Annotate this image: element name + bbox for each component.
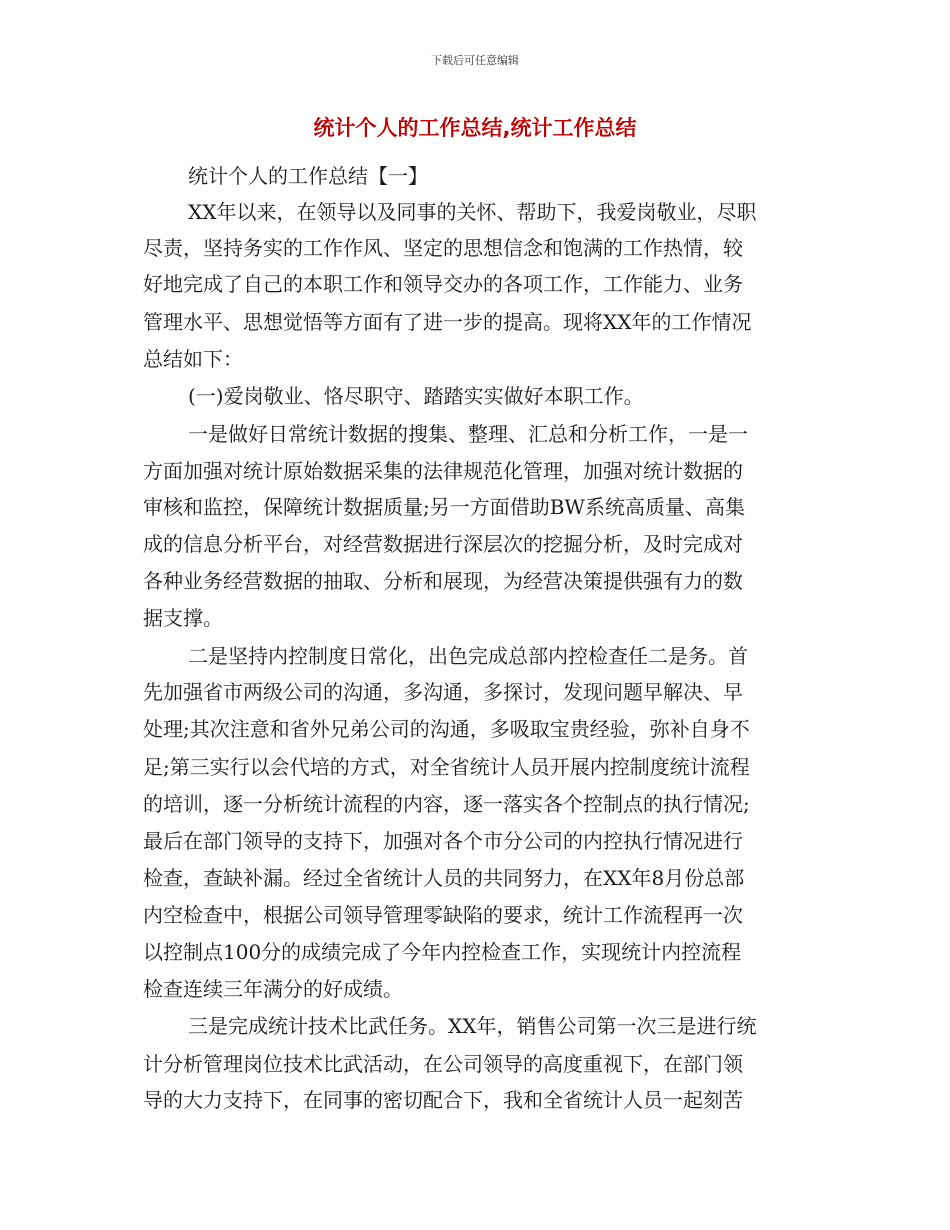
paragraph-line: 计分析管理岗位技术比武活动，在公司领导的高度重视下，在部门领 xyxy=(143,1052,743,1076)
paragraph-line: 导的大力支持下，在同事的密切配合下，我和全省统计人员一起刻苦 xyxy=(143,1088,743,1112)
paragraph-line: 最后在部门领导的支持下，加强对各个市分公司的内控执行情况进行 xyxy=(143,829,743,853)
paragraph-line: 据支撑。 xyxy=(143,606,223,630)
paragraph-line: 审核和监控，保障统计数据质量;另一方面借助BW系统高质量、高集 xyxy=(143,495,745,519)
paragraph-line: 成的信息分析平台，对经营数据进行深层次的挖掘分析，及时完成对 xyxy=(143,532,743,556)
paragraph-line: 尽责，坚持务实的工作作风、坚定的思想信念和饱满的工作热情，较 xyxy=(143,236,743,260)
paragraph-line: 以控制点100分的成绩完成了今年内控检查工作，实现统计内控流程 xyxy=(143,940,742,964)
paragraph-line: 的培训，逐一分析统计流程的内容，逐一落实各个控制点的执行情况; xyxy=(143,792,750,816)
paragraph-line: 处理;其次注意和省外兄弟公司的沟通，多吸取宝贵经验，弥补自身不 xyxy=(143,717,750,741)
paragraph-line: 各种业务经营数据的抽取、分析和展现，为经营决策提供强有力的数 xyxy=(143,569,743,593)
paragraph-line: 管理水平、思想觉悟等方面有了进一步的提高。现将XX年的工作情况 xyxy=(143,310,752,334)
header-note: 下载后可任意编辑 xyxy=(431,54,519,67)
paragraph-line: 总结如下： xyxy=(143,347,243,371)
paragraph-line: 检查，查缺补漏。经过全省统计人员的共同努力，在XX年8月份总部 xyxy=(143,866,745,890)
paragraph-line: 足;第三实行以会代培的方式，对全省统计人员开展内控制度统计流程 xyxy=(143,755,750,779)
paragraph-line: 内空检查中，根据公司领导管理零缺陷的要求，统计工作流程再一次 xyxy=(143,903,743,927)
paragraph-line: 先加强省市两级公司的沟通，多沟通，多探讨，发现问题早解决、早 xyxy=(143,680,743,704)
paragraph-line: XX年以来，在领导以及同事的关怀、帮助下，我爱岗敬业，尽职 xyxy=(188,200,757,224)
paragraph-line: 方面加强对统计原始数据采集的法律规范化管理，加强对统计数据的 xyxy=(143,459,743,483)
paragraph-line: 二是坚持内控制度日常化，出色完成总部内控检查任二是务。首 xyxy=(188,644,748,668)
paragraph-line: 一是做好日常统计数据的搜集、整理、汇总和分析工作，一是一 xyxy=(188,422,748,446)
paragraph-line: 检查连续三年满分的好成绩。 xyxy=(143,977,403,1001)
document-title: 统计个人的工作总结,统计工作总结 xyxy=(313,116,637,140)
section-heading: 统计个人的工作总结【一】 xyxy=(188,164,428,188)
subheading-line: (一)爱岗敬业、恪尽职守、踏踏实实做好本职工作。 xyxy=(188,384,644,408)
paragraph-line: 好地完成了自己的本职工作和领导交办的各项工作，工作能力、业务 xyxy=(143,272,743,296)
paragraph-line: 三是完成统计技术比武任务。XX年，销售公司第一次三是进行统 xyxy=(188,1014,757,1038)
